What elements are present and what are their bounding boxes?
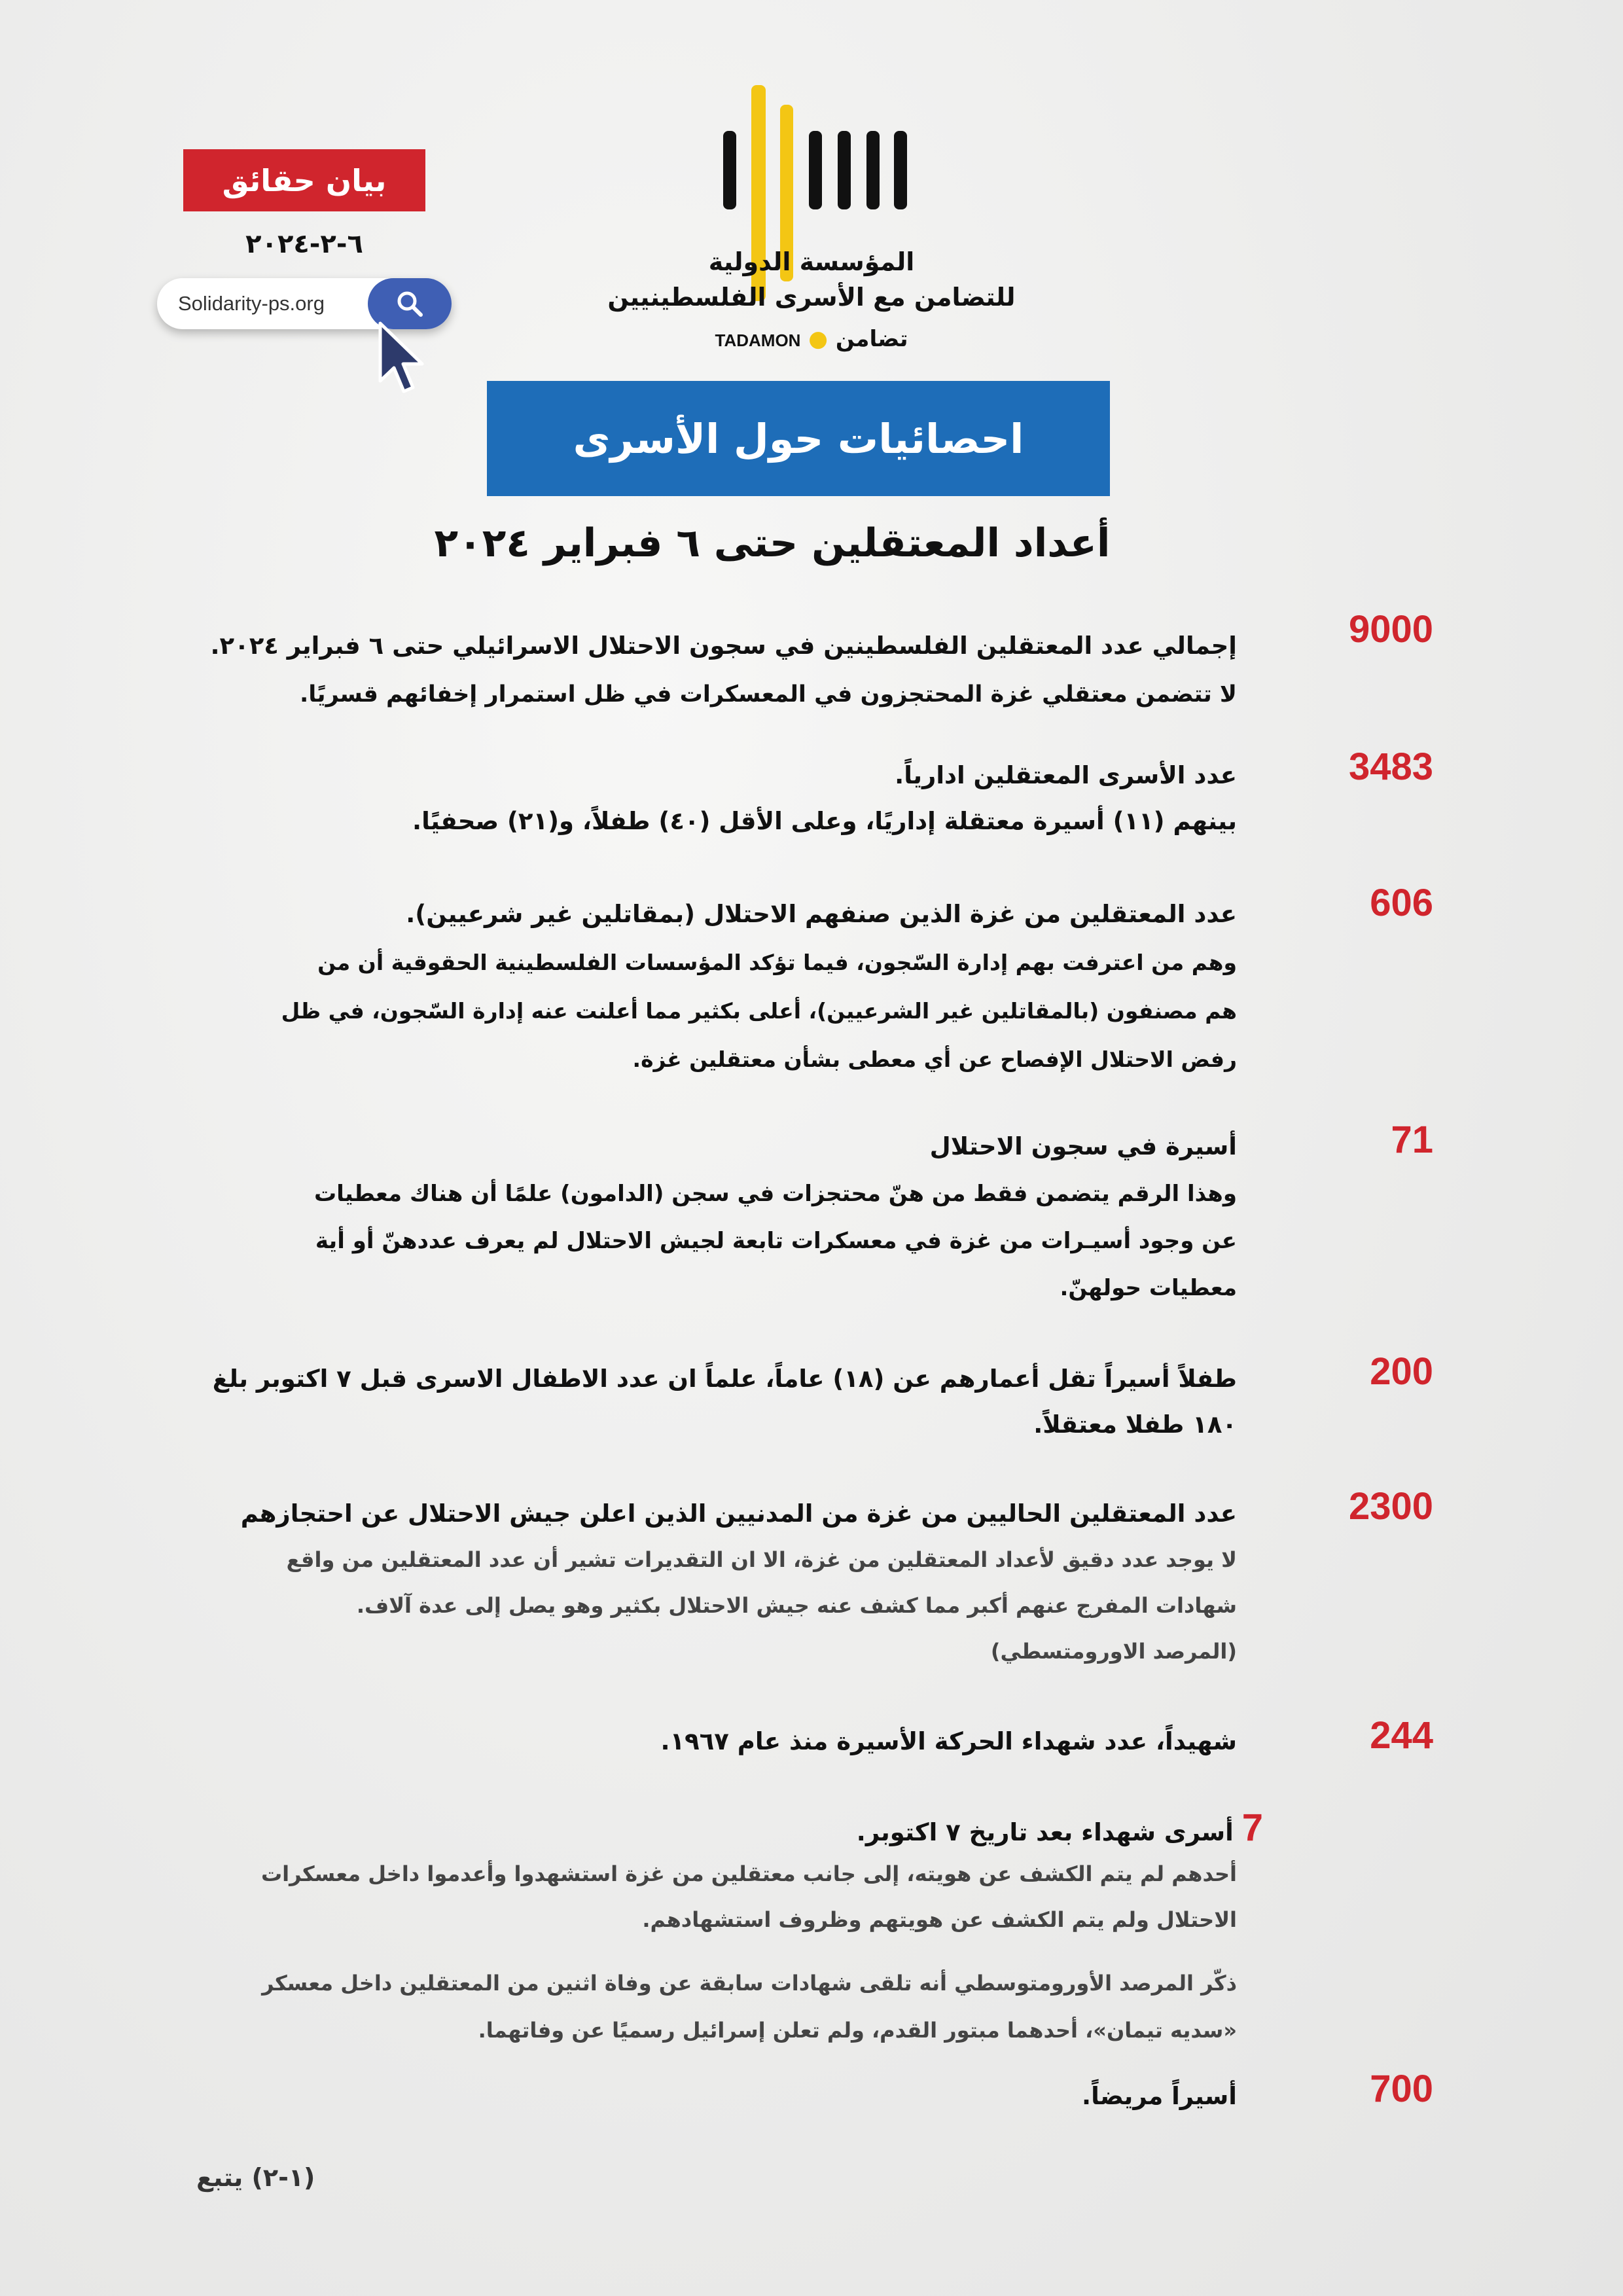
stat-number: 9000 xyxy=(1348,608,1433,651)
stat-line: رفض الاحتلال الإفصاح عن أي معطى بشأن معتقلين غزة. xyxy=(632,1047,1237,1072)
stat-line: أحدهم لم يتم الكشف عن هويته، إلى جانب معتقلين من غزة استشهدوا وأعدموا داخل معسكرات xyxy=(260,1861,1237,1886)
page-continuation: (١-٢) يتبع xyxy=(196,2163,315,2192)
stat-text xyxy=(210,622,1237,719)
stat-line: لا تتضمن معتقلي غزة المحتجزون في المعسكرات في ظل استمرار إخفائهم قسريًا. xyxy=(299,681,1237,708)
stat-text xyxy=(857,1805,1263,1856)
stat-text xyxy=(1082,2073,1237,2119)
publish-date: ٦-٢-٢٠٢٤ xyxy=(245,229,363,259)
brand-dot-icon: ● xyxy=(808,326,828,352)
stat-number: 700 xyxy=(1370,2068,1433,2110)
logo-bar xyxy=(809,131,822,209)
fact-sheet-badge: بيان حقائق xyxy=(183,149,425,211)
stat-line: هم مصنفون (بالمقاتلين غير الشرعيين)، أعلى بكثير مما أعلنت عنه إدارة السّجون، في ظل xyxy=(281,998,1237,1024)
logo-bar xyxy=(723,131,736,209)
stat-number: 606 xyxy=(1370,882,1433,924)
brand-ar: تضامن xyxy=(835,326,908,352)
stat-text xyxy=(281,890,1237,1084)
org-name-line1: المؤسسة الدولية xyxy=(708,247,915,276)
stat-line: معطيات حولهنّ. xyxy=(1060,1275,1237,1301)
stat-line: طفلاً أسيراً تقل أعمارهم عن (١٨) عاماً، علماً ان عدد الاطفال الاسرى قبل ٧ اكتوبر بلغ xyxy=(212,1365,1237,1393)
stat-line: «سديه تيمان»، أحدهما مبتور القدم، ولم تعلن إسرائيل رسميًا عن وفاتهما. xyxy=(478,2018,1237,2043)
org-brand xyxy=(582,326,1041,352)
stat-number: 2300 xyxy=(1348,1485,1433,1528)
stat-line: (المرصد الاورومتسطي) xyxy=(990,1639,1237,1664)
org-name-line2: للتضامن مع الأسرى الفلسطينيين xyxy=(607,283,1016,312)
stat-text xyxy=(314,1123,1237,1312)
logo-bar xyxy=(838,131,851,209)
website-url[interactable]: Solidarity-ps.org xyxy=(178,292,325,315)
stat-number: 244 xyxy=(1370,1714,1433,1757)
stat-number: 71 xyxy=(1391,1119,1433,1161)
brand-en: TADAMON xyxy=(715,331,801,350)
stat-line: وهم من اعترفت بهم إدارة السّجون، فيما تؤكد المؤسسات الفلسطينية الحقوقية أن من xyxy=(317,950,1237,975)
search-icon xyxy=(395,289,425,319)
stat-line: لا يوجد عدد دقيق لأعداد المعتقلين من غزة، الا ان التقديرات تشير أن عدد المعتقلين من واقع xyxy=(286,1547,1237,1572)
stat-line: شهادات المفرج عنهم أكبر مما كشف عنه جيش الاحتلال بكثير وهو يصل إلى عدة آلاف. xyxy=(356,1593,1237,1618)
logo-bar xyxy=(866,131,880,209)
stat-line: أسيراً مريضاً. xyxy=(1082,2082,1237,2110)
stat-line xyxy=(857,1805,1263,1856)
stat-number: 200 xyxy=(1370,1350,1433,1393)
stat-number: 3483 xyxy=(1348,745,1433,788)
page-banner: احصائيات حول الأسرى xyxy=(487,381,1110,496)
stat-line: عدد الأسرى المعتقلين ادارياً. xyxy=(895,761,1237,789)
stat-line: وهذا الرقم يتضمن فقط من هنّ محتجزات في سجن (الدامون) علمًا أن هناك معطيات xyxy=(313,1181,1237,1207)
stat-text xyxy=(661,1719,1238,1765)
stat-line: عن وجود أسيـرات من غزة في معسكرات تابعة لجيش الاحتلال لم يعرف عددهنّ أو أية xyxy=(315,1228,1237,1254)
stat-line: ذكّر المرصد الأورومتوسطي أنه تلقى شهادات سابقة عن وفاة اثنين من المعتقلين داخل معسكر xyxy=(262,1971,1237,1996)
logo-bar xyxy=(894,131,907,209)
stat-text xyxy=(261,1851,1237,2054)
stat-line: الاحتلال ولم يتم الكشف عن هويتهم وظروف استشهادهم. xyxy=(642,1907,1237,1932)
stat-line: ١٨٠ طفلا معتقلاً. xyxy=(1033,1410,1237,1439)
cursor-icon xyxy=(376,321,429,396)
stat-text xyxy=(241,1491,1237,1674)
stat-line: عدد المعتقلين الحاليين من غزة من المدنيين الذين اعلن جيش الاحتلال عن احتجازهم xyxy=(240,1499,1237,1528)
stat-line: شهيداً، عدد شهداء الحركة الأسيرة منذ عام ١٩٦٧. xyxy=(660,1727,1237,1755)
stat-line: أسيرة في سجون الاحتلال xyxy=(929,1132,1237,1160)
stat-line-text: أسرى شهداء بعد تاريخ ٧ اكتوبر. xyxy=(856,1818,1234,1846)
page-subtitle: أعداد المعتقلين حتى ٦ فبراير ٢٠٢٤ xyxy=(434,520,1111,566)
stat-number: 7 xyxy=(1241,1806,1263,1849)
stat-text xyxy=(412,753,1237,844)
stat-text xyxy=(213,1356,1237,1448)
stat-line: عدد المعتقلين من غزة الذين صنفهم الاحتلال (بمقاتلين غير شرعيين). xyxy=(406,900,1237,928)
stat-line: إجمالي عدد المعتقلين الفلسطينين في سجون الاحتلال الاسرائيلي حتى ٦ فبراير ٢٠٢٤. xyxy=(210,632,1237,660)
stat-line: بينهم (١١) أسيرة معتقلة إداريًا، وعلى الأقل (٤٠) طفلاً، و(٢١) صحفيًا. xyxy=(412,807,1237,835)
